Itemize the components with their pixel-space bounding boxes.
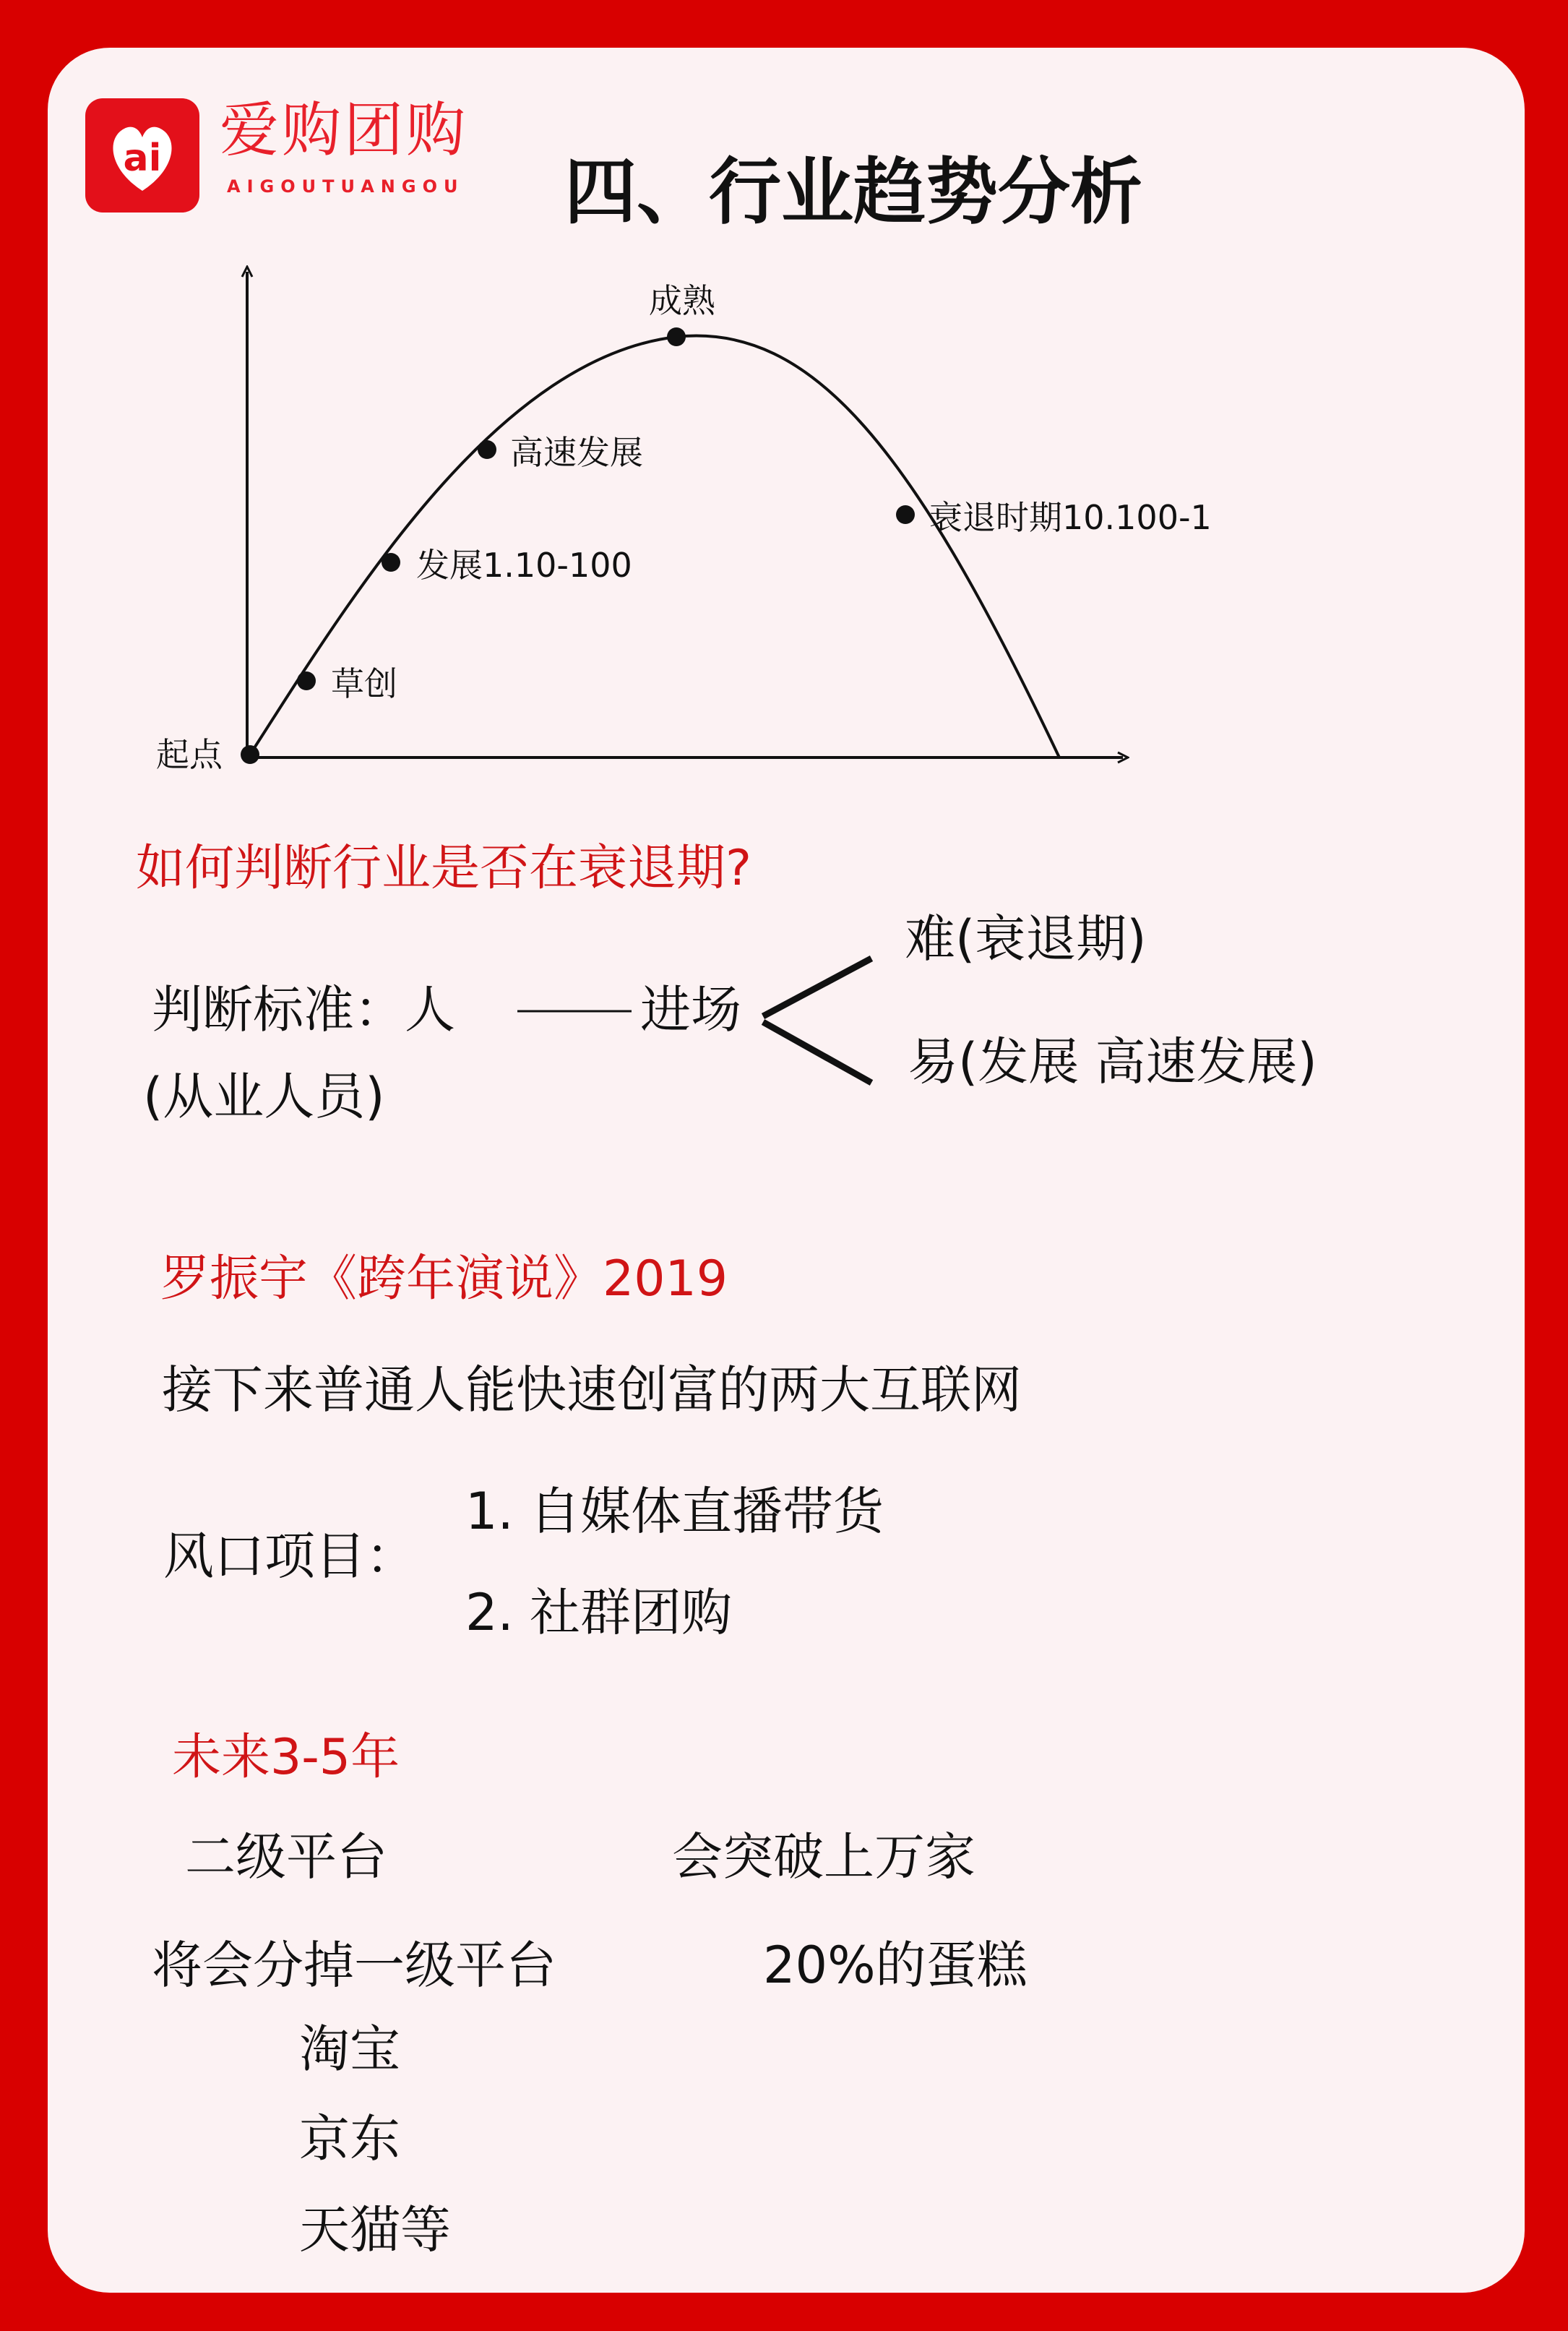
logo-badge-text: ai (123, 137, 162, 180)
future-heading: 未来3-5年 (172, 1729, 400, 1786)
chart-point-label-1: 草创 (331, 664, 397, 703)
future-right-2: 20%的蛋糕 (763, 1936, 1028, 1995)
chart-point-label-4: 成熟 (649, 281, 715, 320)
speech-heading: 罗振宇《跨年演说》2019 (160, 1250, 728, 1308)
page-title: 四、行业趋势分析 (564, 150, 1142, 234)
branch-upper-line (763, 958, 871, 1016)
logo-subtitle: AIGOUTUANGOU (227, 176, 465, 197)
speech-item-2: 2. 社群团购 (465, 1583, 733, 1642)
chart-point-label-5: 衰退时期10.100-1 (929, 498, 1212, 537)
platform-item-1: 淘宝 (299, 2019, 400, 2079)
chart-point-label-0: 起点 (156, 735, 223, 774)
criteria-connector: 进场 (640, 980, 741, 1039)
content-card (48, 48, 1525, 2293)
future-left-2: 将会分掉一级平台 (152, 1936, 556, 1995)
logo-name: 爱购团购 (220, 96, 469, 165)
branch-lower-line (763, 1022, 871, 1083)
speech-line-1: 接下来普通人能快速创富的两大互联网 (162, 1360, 1022, 1420)
future-left-1: 二级平台 (185, 1827, 387, 1886)
criteria-branch-diagram (48, 48, 1525, 1204)
speech-item-1: 1. 自媒体直播带货 (465, 1482, 884, 1541)
future-right-1: 会突破上万家 (672, 1827, 975, 1886)
criteria-lead: 判断标准：人 (152, 980, 455, 1039)
chart-point-label-2: 发展1.10-100 (416, 546, 632, 585)
question-heading: 如何判断行业是否在衰退期? (136, 840, 752, 897)
platform-item-3: 天猫等 (299, 2200, 451, 2259)
platform-item-2: 京东 (299, 2109, 400, 2168)
criteria-easy: 易(发展 高速发展) (908, 1032, 1317, 1091)
criteria-hard: 难(衰退期) (905, 909, 1147, 969)
speech-line-2: 风口项目： (163, 1527, 416, 1586)
chart-point-label-3: 高速发展 (510, 433, 643, 472)
criteria-subject-note: (从业人员) (143, 1067, 385, 1126)
